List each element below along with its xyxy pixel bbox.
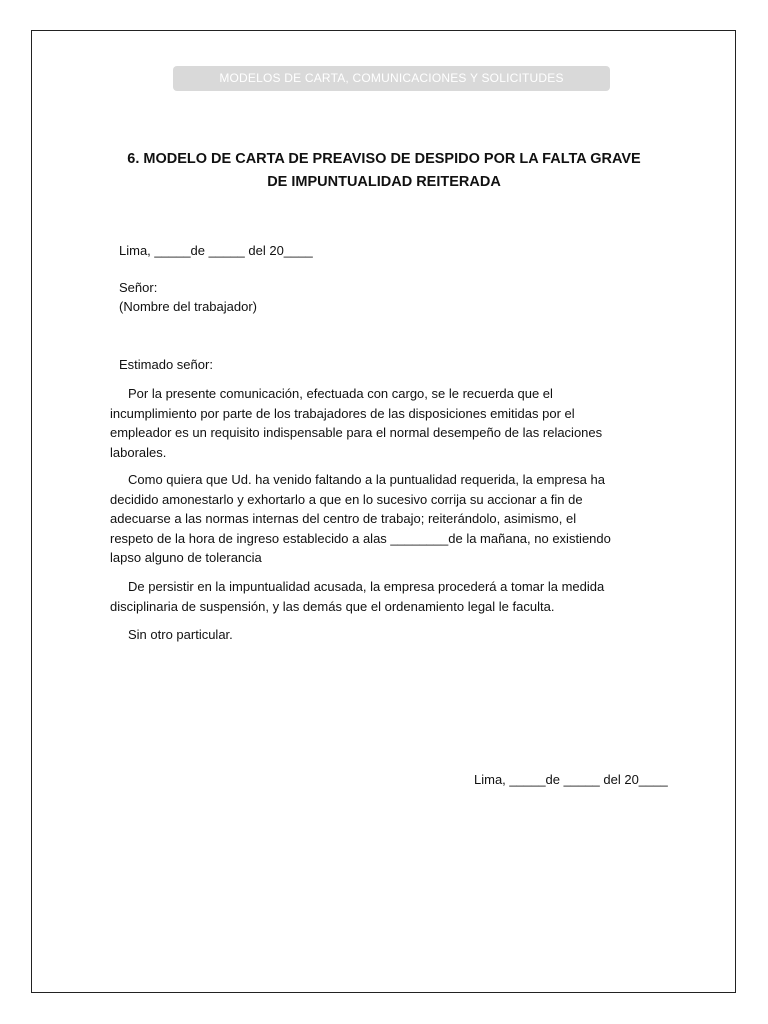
date-top: Lima, _____de _____ del 20____: [119, 243, 313, 258]
title-line-2: DE IMPUNTUALIDAD REITERADA: [267, 174, 501, 190]
paragraph-2-line: Como quiera que Ud. ha venido faltando a la puntualidad requerida, la empresa ha: [128, 472, 605, 487]
paragraph-3-line: De persistir en la impuntualidad acusada, la empresa procederá a tomar la medida: [128, 579, 605, 594]
date-bottom: Lima, _____de _____ del 20____: [474, 772, 668, 787]
paragraph-2-line: adecuarse a las normas internas del centro de trabajo; reiterándolo, asimismo, el: [110, 511, 577, 526]
recipient-name: (Nombre del trabajador): [119, 299, 258, 314]
recipient-salutation: Señor:: [119, 280, 158, 295]
header-banner: MODELOS DE CARTA, COMUNICACIONES Y SOLICITUDES: [173, 66, 610, 91]
paragraph-3-line: disciplinaria de suspensión, y las demás que el ordenamiento legal le faculta.: [110, 598, 555, 614]
paragraph-1-line: Por la presente comunicación, efectuada con cargo, se le recuerda que el: [128, 386, 553, 401]
paragraph-2-line: decidido amonestarlo y exhortarlo a que en lo sucesivo corrija su accionar a fin de: [110, 491, 583, 507]
paragraph-1-line: empleador es un requisito indispensable para el normal desempeño de las relaciones: [110, 425, 603, 440]
document-title: [100, 148, 668, 194]
paragraph-2: [110, 470, 656, 568]
closing-line: Sin otro particular.: [128, 627, 233, 642]
paragraph-3: [110, 577, 656, 616]
paragraph-2-line: lapso alguno de tolerancia: [110, 550, 262, 565]
paragraph-1-line: laborales.: [110, 444, 167, 460]
paragraph-1: [110, 384, 656, 462]
paragraph-1-line: incumplimiento por parte de los trabajadores de las disposiciones emitidas por el: [110, 405, 575, 421]
greeting: Estimado señor:: [119, 357, 213, 372]
title-line-1: 6. MODELO DE CARTA DE PREAVISO DE DESPIDO POR LA FALTA GRAVE: [127, 151, 641, 167]
paragraph-2-line: respeto de la hora de ingreso establecido a alas ________de la mañana, no existiendo: [110, 530, 611, 546]
